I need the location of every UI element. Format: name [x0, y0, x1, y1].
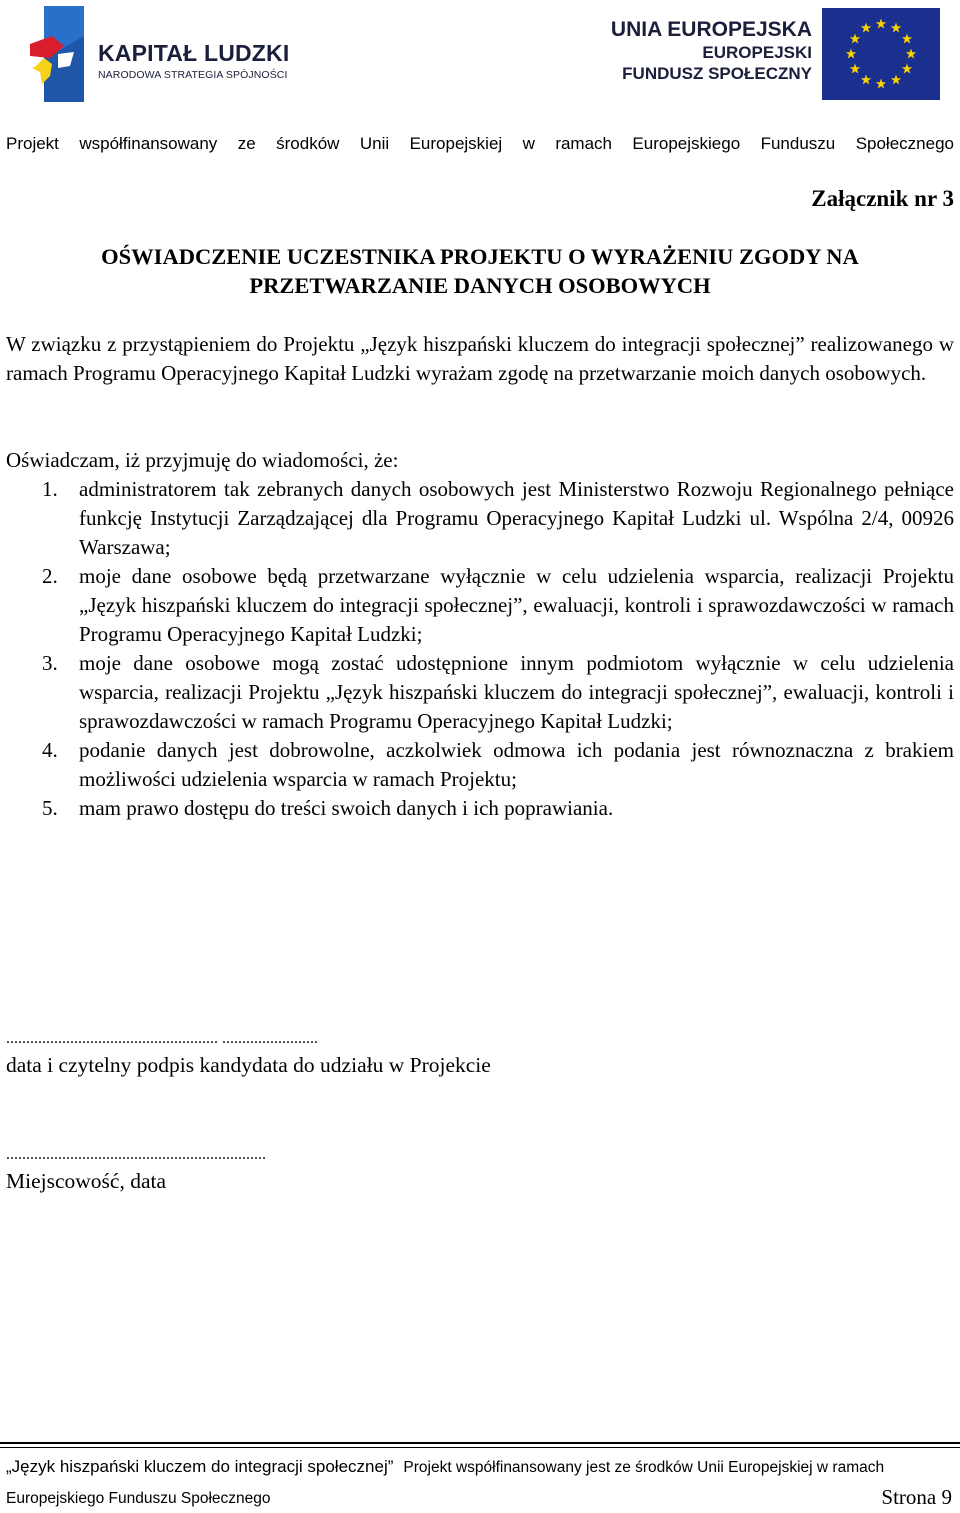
eu-logo-line1: UNIA EUROPEJSKA — [610, 18, 812, 41]
consent-paragraph: W związku z przystąpieniem do Projektu „Język hiszpański kluczem do integracji społecznej” realizowanego w ramach Programu Operacyjnego Kapitał Ludzki wyrażam zgodę na przetwarzanie moich danych osobowych. — [6, 332, 954, 385]
eu-logo-line2: EUROPEJSKI — [702, 43, 812, 62]
list-item-number: 4. — [42, 738, 58, 762]
list-item — [6, 562, 954, 649]
document-title — [0, 242, 960, 300]
attachment-number: Załącznik nr 3 — [811, 186, 954, 211]
document-title-line2: PRZETWARZANIE DANYCH OSOBOWYCH — [249, 273, 711, 298]
cofinancing-word: w — [522, 134, 535, 153]
cofinancing-header-line — [6, 134, 954, 154]
cofinancing-word: ramach — [555, 134, 612, 153]
footer-divider-thick — [0, 1442, 960, 1444]
list-item — [6, 475, 954, 562]
cofinancing-word: Projekt — [6, 134, 59, 153]
cofinancing-word: ze — [237, 134, 256, 153]
cofinancing-word: Europejskiego — [632, 134, 741, 153]
list-item — [6, 649, 954, 736]
footer-project-name: „Język hiszpański kluczem do integracji społecznej” — [6, 1457, 394, 1476]
cofinancing-word: współfinansowany — [79, 134, 218, 153]
place-date-label: Miejscowość, data — [6, 1169, 167, 1193]
list-item-text: moje dane osobowe będą przetwarzane wyłącznie w celu udzielenia wsparcia, realizacji Projektu „Język hiszpański kluczem do integracji społecznej”, ewaluacji, kontroli i sprawozdawczości w ramach Programu Operacyjnego Kapitał Ludzki; — [79, 564, 954, 646]
list-item-number: 1. — [42, 477, 58, 501]
list-item-number: 2. — [42, 564, 58, 588]
kapital-ludzki-emblem-icon — [30, 6, 88, 102]
cofinancing-word: Unii — [359, 134, 390, 153]
footer-divider-thin — [0, 1447, 960, 1448]
statement-line: Oświadczam, iż przyjmuję do wiadomości, że: — [6, 448, 399, 472]
signature-dotted-line: ..................................................... ........................ — [6, 1030, 318, 1047]
kapital-ludzki-logo — [30, 6, 290, 104]
list-item — [6, 794, 954, 823]
document-title-line1: OŚWIADCZENIE UCZESTNIKA PROJEKTU O WYRAŻENIU ZGODY NA — [101, 244, 859, 269]
footer-cofinancing-text: Projekt współfinansowany jest ze środków Unii Europejskiej w ramach — [403, 1459, 885, 1476]
list-item-text: administratorem tak zebranych danych osobowych jest Ministerstwo Rozwoju Regionalnego pełniące funkcję Instytucji Zarządzającej dla Programu Operacyjnego Kapitał Ludzki ul. Wspólna 2/4, 00926 Warszawa; — [79, 477, 954, 559]
cofinancing-word: Europejskiej — [409, 134, 503, 153]
signature-label: data i czytelny podpis kandydata do udziału w Projekcie — [6, 1053, 491, 1077]
cofinancing-word: środków — [276, 134, 340, 153]
eu-flag-icon — [822, 8, 940, 100]
eu-logo-line3: FUNDUSZ SPOŁECZNY — [622, 64, 812, 83]
cofinancing-word: Funduszu — [760, 134, 836, 153]
page-number: Strona 9 — [881, 1485, 952, 1509]
list-item-text: mam prawo dostępu do treści swoich danych i ich poprawiania. — [79, 796, 614, 820]
list-item-number: 5. — [42, 796, 58, 820]
list-item-text: podanie danych jest dobrowolne, aczkolwiek odmowa ich podania jest równoznaczna z brakiem możliwości udzielenia wsparcia w ramach Projektu; — [79, 738, 954, 791]
cofinancing-word: Społecznego — [855, 134, 954, 153]
list-item-number: 3. — [42, 651, 58, 675]
place-date-dotted-line: ................................................................. — [6, 1146, 266, 1163]
list-item-text: moje dane osobowe mogą zostać udostępnione innym podmiotom wyłącznie w celu udzielenia wsparcia, realizacji Projektu „Język hiszpański kluczem do integracji społecznej”, ewaluacji, kontroli i sprawozdawczości w ramach Programu Operacyjnego Kapitał Ludzki; — [79, 651, 954, 733]
footer-line1 — [6, 1457, 884, 1477]
eu-fund-logo — [610, 6, 940, 102]
list-item — [6, 736, 954, 794]
acknowledgement-list — [6, 475, 954, 823]
kapital-ludzki-title: KAPITAŁ LUDZKI — [98, 40, 290, 66]
kapital-ludzki-subtitle: NARODOWA STRATEGIA SPÓJNOŚCI — [98, 69, 288, 81]
footer-line2: Europejskiego Funduszu Społecznego — [6, 1490, 271, 1507]
